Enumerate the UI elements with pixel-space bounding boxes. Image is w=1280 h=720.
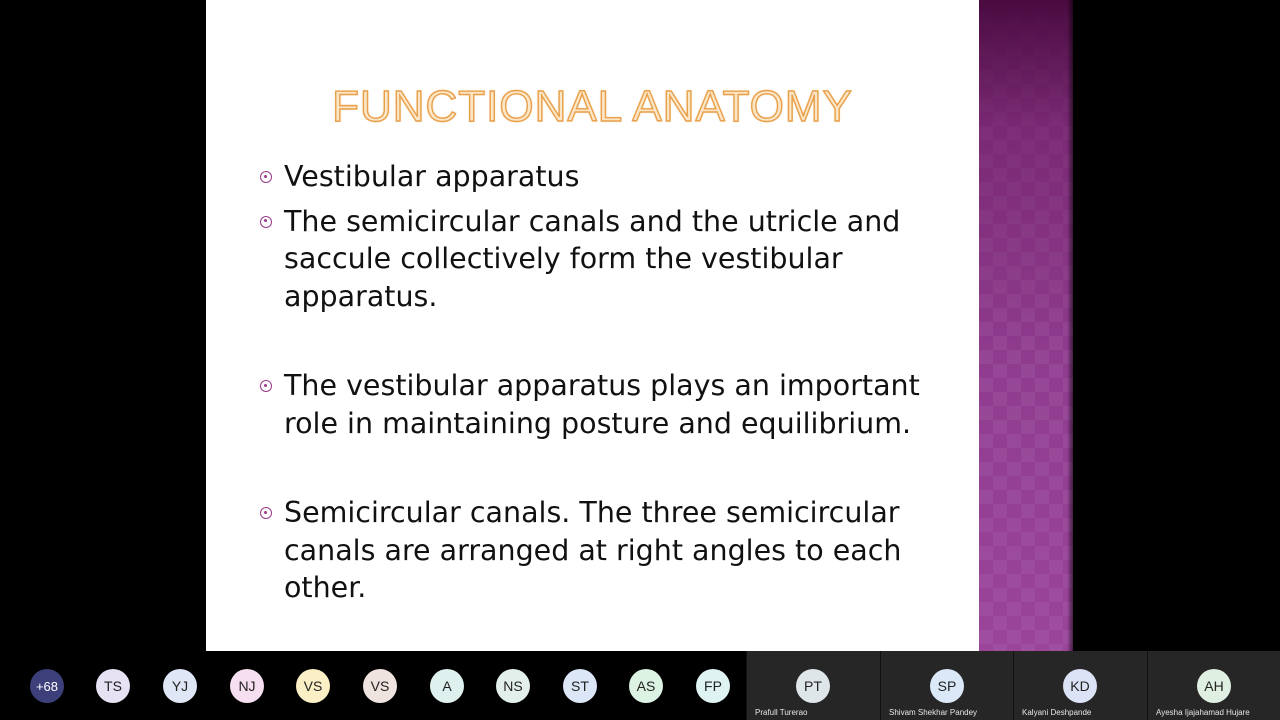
- participant-avatar[interactable]: FP: [696, 669, 730, 703]
- participant-name: Kalyani Deshpande: [1022, 708, 1092, 717]
- bullet-list: [258, 158, 938, 607]
- bullet-circle-icon: [260, 216, 272, 228]
- participant-video-tile[interactable]: [880, 651, 1014, 720]
- participant-avatar[interactable]: TS: [96, 669, 130, 703]
- participant-avatar[interactable]: VS: [296, 669, 330, 703]
- participant-name: Ayesha Ijajahamad Hujare: [1156, 708, 1250, 717]
- participant-video-tile[interactable]: [1147, 651, 1280, 720]
- participant-avatar: SP: [930, 669, 964, 703]
- bullet-item: [258, 367, 938, 442]
- bullet-item: [258, 494, 938, 607]
- participant-video-tile[interactable]: [746, 651, 880, 720]
- participant-name: Shivam Shekhar Pandey: [889, 708, 978, 717]
- bullet-circle-icon: [260, 507, 272, 519]
- more-participants-button[interactable]: +68: [30, 669, 64, 703]
- participant-avatar: KD: [1063, 669, 1097, 703]
- slide-decorative-band: [979, 0, 1073, 651]
- participant-avatar[interactable]: NJ: [230, 669, 264, 703]
- bullet-text: Semicircular canals. The three semicircular canals are arranged at right angles to each other.: [284, 496, 902, 604]
- participant-name: Prafull Turerao: [755, 708, 808, 717]
- participant-avatar[interactable]: AS: [629, 669, 663, 703]
- slide-title: FUNCTIONAL ANATOMY: [332, 82, 853, 131]
- bullet-text: The semicircular canals and the utricle and saccule collectively form the vestibular apparatus.: [284, 204, 901, 313]
- bullet-text: The vestibular apparatus plays an important role in maintaining posture and equilibrium.: [284, 369, 920, 440]
- participant-avatar: AH: [1197, 669, 1231, 703]
- participant-avatar[interactable]: VS: [363, 669, 397, 703]
- participant-avatar[interactable]: YJ: [163, 669, 197, 703]
- participant-avatar[interactable]: ST: [563, 669, 597, 703]
- bullet-text: Vestibular apparatus: [284, 160, 580, 193]
- bullet-circle-icon: [260, 380, 272, 392]
- bullet-circle-icon: [260, 171, 272, 183]
- participant-avatar[interactable]: A: [430, 669, 464, 703]
- participant-video-tile[interactable]: [1013, 651, 1147, 720]
- participant-strip: [0, 651, 1280, 720]
- bullet-item: [258, 203, 938, 316]
- presentation-slide: [206, 0, 979, 651]
- bullet-item: [258, 158, 938, 196]
- participant-avatar[interactable]: NS: [496, 669, 530, 703]
- participant-avatar: PT: [796, 669, 830, 703]
